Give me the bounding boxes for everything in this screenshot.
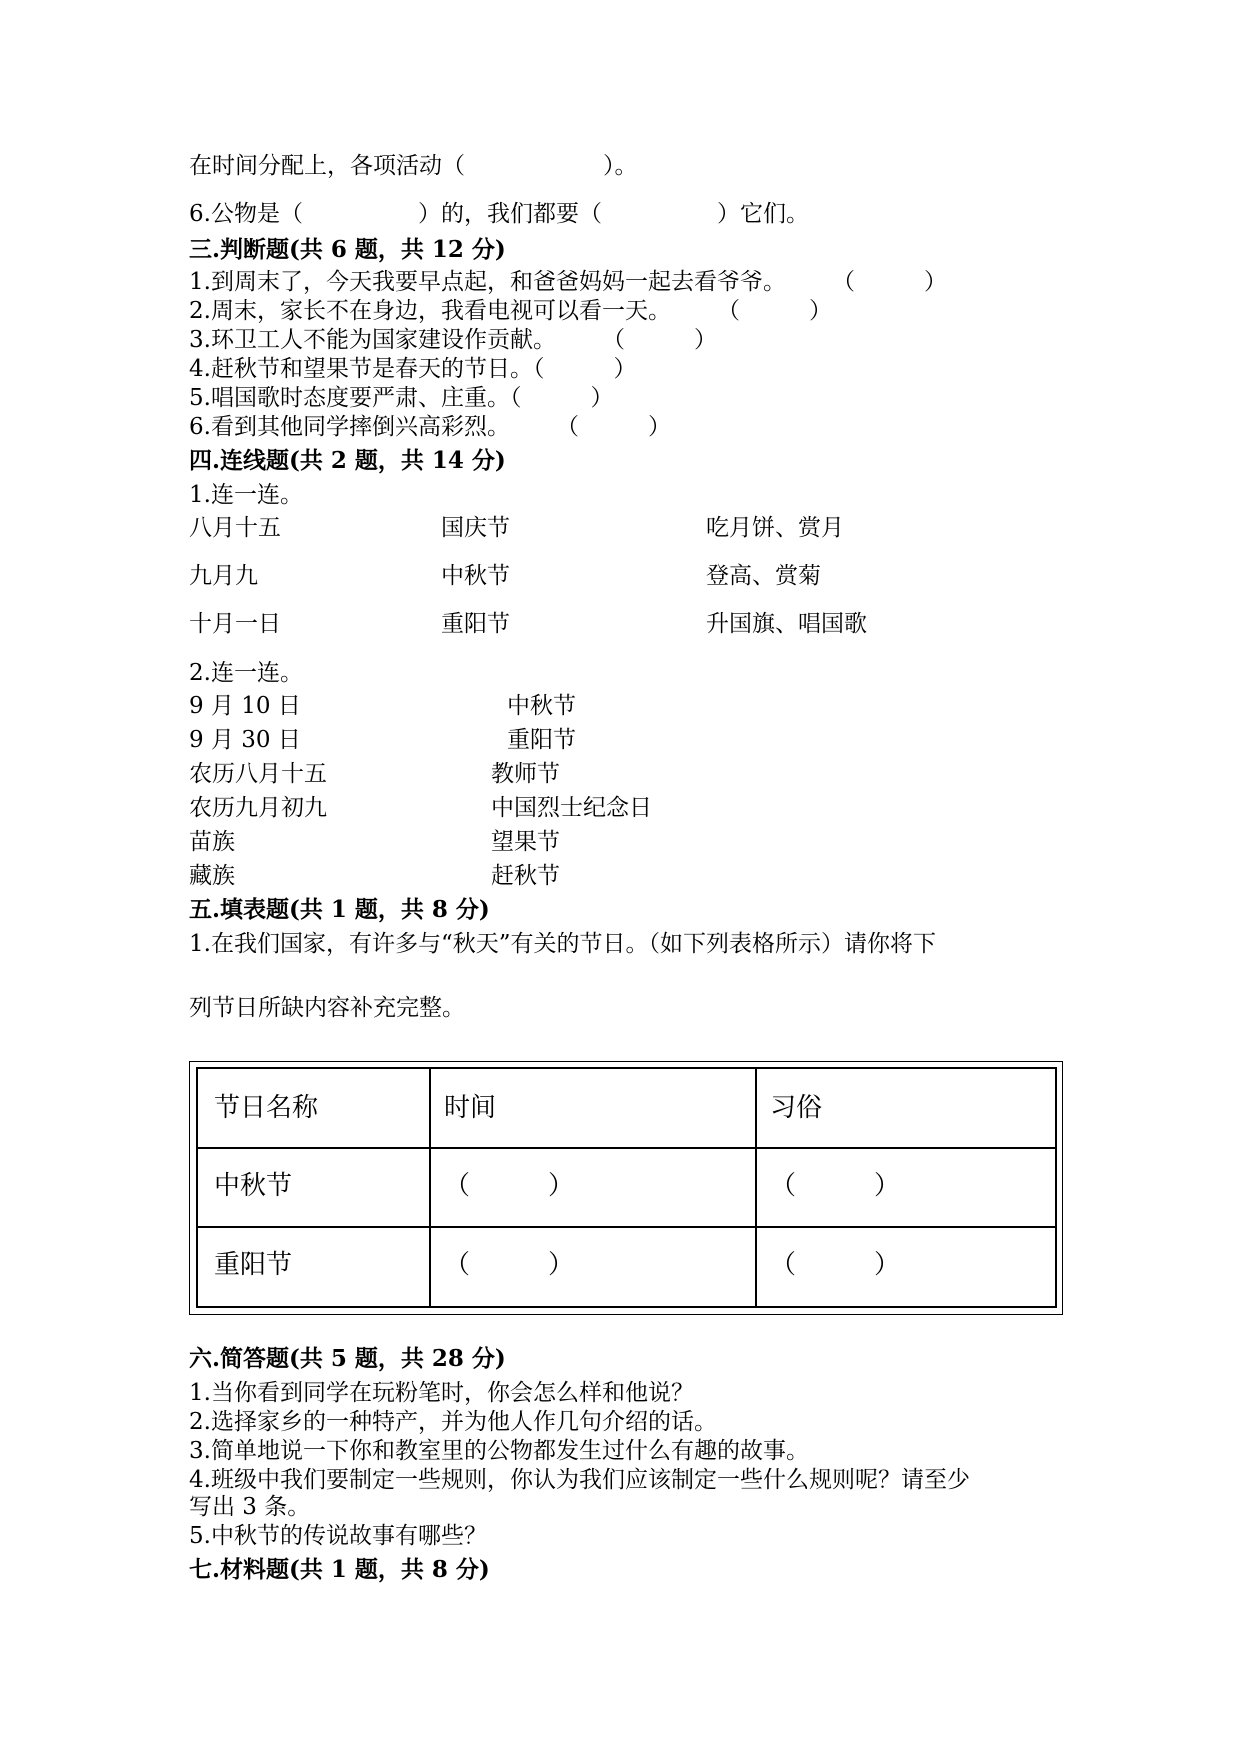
table-question-text: 1.在我们国家，有许多与“秋天”有关的节日。（如下列表格所示）请你将下 <box>189 931 936 957</box>
match1-col3-item: 登高、赏菊 <box>706 563 821 589</box>
judgment-question-6: 6.看到其他同学摔倒兴高彩烈。 （ ） <box>189 414 671 440</box>
short-answer-question-2: 2.选择家乡的一种特产，并为他人作几句介绍的话。 <box>189 1409 717 1435</box>
judgment-question-2: 2.周末，家长不在身边，我看电视可以看一天。 （ ） <box>189 298 832 324</box>
table-divider <box>429 1069 431 1306</box>
section-heading-short-answer: 六.简答题(共 5 题，共 28 分) <box>189 1345 506 1372</box>
table-header-cell: 时间 <box>444 1093 497 1123</box>
match2-left-item: 9 月 30 日 <box>189 727 301 753</box>
match1-col2-item: 国庆节 <box>441 515 510 541</box>
table-question-text-cont: 列节日所缺内容补充完整。 <box>189 995 465 1021</box>
match1-col2-item: 中秋节 <box>441 563 510 589</box>
match2-left-item: 农历九月初九 <box>189 795 327 821</box>
match1-col2-item: 重阳节 <box>441 611 510 637</box>
table-cell: 重阳节 <box>214 1250 293 1280</box>
short-answer-question-1: 1.当你看到同学在玩粉笔时，你会怎么样和他说？ <box>189 1380 694 1406</box>
table-header-cell: 节日名称 <box>214 1093 319 1123</box>
match2-right-item: 望果节 <box>491 829 560 855</box>
table-divider <box>755 1069 757 1306</box>
match2-right-item: 赶秋节 <box>491 863 560 889</box>
table-blank-cell: （ ） <box>770 1171 901 1201</box>
match2-right-item: 中国烈士纪念日 <box>491 795 652 821</box>
short-answer-question-4-cont: 写出 3 条。 <box>189 1494 311 1520</box>
section-heading-matching: 四.连线题(共 2 题，共 14 分) <box>189 447 506 474</box>
judgment-question-3: 3.环卫工人不能为国家建设作贡献。 （ ） <box>189 327 717 353</box>
match1-col1-item: 八月十五 <box>189 515 281 541</box>
section-heading-judgment: 三.判断题(共 6 题，共 12 分) <box>189 236 506 263</box>
match1-col3-item: 升国旗、唱国歌 <box>706 611 867 637</box>
fill-blank-question-6: 6.公物是（ ）的，我们都要（ ）它们。 <box>189 201 809 227</box>
table-blank-cell: （ ） <box>444 1250 575 1280</box>
short-answer-question-5: 5.中秋节的传说故事有哪些？ <box>189 1523 487 1549</box>
table-cell: 中秋节 <box>214 1171 293 1201</box>
festival-table <box>196 1067 1057 1308</box>
match2-right-item: 教师节 <box>491 761 560 787</box>
match1-col1-item: 九月九 <box>189 563 258 589</box>
matching-question-1-label: 1.连一连。 <box>189 482 303 508</box>
table-blank-cell: （ ） <box>444 1171 575 1201</box>
judgment-question-5: 5.唱国歌时态度要严肃、庄重。（ ） <box>189 385 614 411</box>
table-blank-cell: （ ） <box>770 1250 901 1280</box>
match2-left-item: 藏族 <box>189 863 235 889</box>
judgment-question-4: 4.赶秋节和望果节是春天的节日。（ ） <box>189 356 637 382</box>
table-header-cell: 习俗 <box>770 1093 823 1123</box>
judgment-question-1: 1.到周末了，今天我要早点起，和爸爸妈妈一起去看爷爷。 （ ） <box>189 269 947 295</box>
short-answer-question-4: 4.班级中我们要制定一些规则，你认为我们应该制定一些什么规则呢？请至少 <box>189 1467 970 1493</box>
section-heading-material: 七.材料题(共 1 题，共 8 分) <box>189 1556 490 1583</box>
match2-left-item: 农历八月十五 <box>189 761 327 787</box>
match2-right-item: 重阳节 <box>507 727 576 753</box>
match1-col1-item: 十月一日 <box>189 611 281 637</box>
table-divider <box>198 1147 1055 1149</box>
table-divider <box>198 1226 1055 1228</box>
match1-col3-item: 吃月饼、赏月 <box>706 515 844 541</box>
fill-blank-line-activities: 在时间分配上，各项活动（ ）。 <box>189 153 638 179</box>
match2-left-item: 9 月 10 日 <box>189 693 301 719</box>
short-answer-question-3: 3.简单地说一下你和教室里的公物都发生过什么有趣的故事。 <box>189 1438 809 1464</box>
section-heading-table: 五.填表题(共 1 题，共 8 分) <box>189 896 490 923</box>
matching-question-2-label: 2.连一连。 <box>189 660 303 686</box>
match2-right-item: 中秋节 <box>507 693 576 719</box>
match2-left-item: 苗族 <box>189 829 235 855</box>
